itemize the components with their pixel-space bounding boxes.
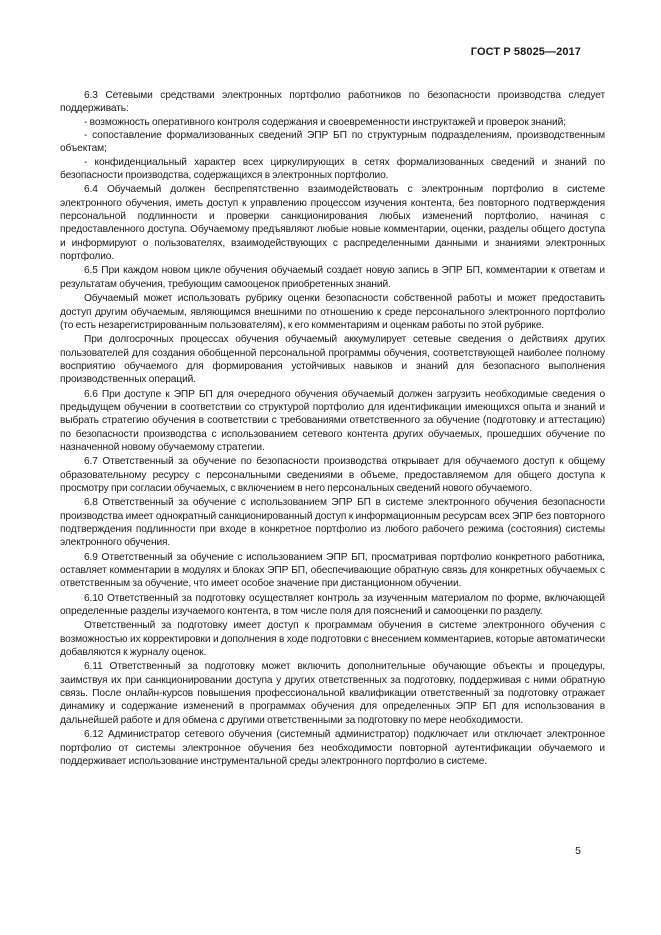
paragraph-6-3: 6.3 Сетевыми средствами электронных портфолио работников по безопасности производства следует поддерживать:	[60, 90, 605, 115]
paragraph: При долгосрочных процессах обучения обучаемый аккумулирует сетевые сведения о действиях других пользователей для создания обобщенной персональной программы обучения, соответствующей наиболее полному восприятию обучаемого для формирования устойчивых навыков и знаний для безопасного выполнения производственных операций.	[60, 334, 605, 386]
paragraph: Ответственный за подготовку имеет доступ к программам обучения в системе электронного обучения с возможностью их корректировки и дополнения в ходе подготовки с внесением комментариев, которые автоматически добавляются к журналу оценок.	[60, 620, 605, 659]
paragraph-6-8: 6.8 Ответственный за обучение с использованием ЭПР БП в системе электронного обучения безопасности производства имеет однократный санкционированный доступ к информационным ресурсам всех ЭПР без повторного подтверждения подлинности при входе в конкретное портфолио из любого рабочего режима (состояния) системы электронного обучения.	[60, 497, 605, 549]
paragraph-6-10: 6.10 Ответственный за подготовку осуществляет контроль за изученным материалом по форме, включающей определенные разделы изучаемого контента, в том числе поля для пояснений и самооценки по разделу.	[60, 592, 605, 618]
paragraph-6-6: 6.6 При доступе к ЭПР БП для очередного обучения обучаемый должен загрузить необходимые сведения о предыдущем обучении в соответствии со структурой портфолио для идентификации имеющихся опыта и знаний и выбрать стратегию обучения в соответствии с требованиями ответственного за обучение (подготовку и аттестацию) по безопасности производства с использованием сетевого контента других обучаемых, прошедших обучение по назначенной новому обучаемому стратегии.	[60, 388, 605, 453]
page-number: 5	[575, 845, 581, 857]
list-item: - возможность оперативного контроля содержания и своевременности инструктажей и проверок знаний;	[84, 116, 566, 128]
paragraph-6-7: 6.7 Ответственный за обучение по безопасности производства открывает для обучаемого доступ к общему образовательному ресурсу с персональными сведениями в объеме, предоставляемом для общего доступа к просмотру при согласии обучаемых, с включением в него персональных сведений нового обучаемого.	[60, 456, 605, 494]
list-item: - сопоставление формализованных сведений ЭПР БП по структурным подразделениям, производственным объектам;	[60, 130, 605, 155]
paragraph-6-9: 6.9 Ответственный за обучение с использованием ЭПР БП, просматривая портфолио конкретного работника, оставляет комментарии в модулях и блоках ЭПР БП, обеспечивающие обратную связь для конкретных обучаемых с ответственным за обучение, что имеет особое значение при дистанционном обучении.	[60, 551, 605, 590]
paragraph-6-11: 6.11 Ответственный за подготовку может включить дополнительные обучающие объекты и процедуры, заимствуя их при санкционировании доступа у других ответственных за подготовку, поддерживая с ними обратную связь. После онлайн-курсов повышения профессиональной квалификации ответственный за подготовку отражает динамику и содержание изменений в программах обучения для определенных ЭПР БП для использования в дальнейшей работе и для обмена с другими ответственными за подготовку по мере необходимости.	[60, 661, 605, 726]
paragraph-6-4: 6.4 Обучаемый должен беспрепятственно взаимодействовать с электронным портфолио в системе электронного обучения, иметь доступ к управлению процессом изучения контента, без повторного подтверждения персональной подлинности и проверки санкционирования любых изменений портфолио, начиная с предоставленного доступа. Обучаемому предъявляют любые новые комментарии, оценки, разделы общего доступа и информируют о пользователях, взаимодействующих с распределенными данными и знаниями электронных портфолио.	[60, 184, 605, 263]
paragraph-6-5: 6.5 При каждом новом цикле обучения обучаемый создает новую запись в ЭПР БП, комментарии к ответам и результатам обучения, требующим самооценок приобретенных знаний.	[60, 265, 605, 290]
paragraph: Обучаемый может использовать рубрику оценки безопасности собственной работы и может предоставить доступ другим обучаемым, являющимся внешними по отношению к среде персонального электронного портфолио (то есть незарегистрированным пользователям), к его комментариям и оценкам работы по этой рубрике.	[60, 293, 605, 331]
paragraph-6-12: 6.12 Администратор сетевого обучения (системный администратор) подключает или отключает электронное портфолио от системы электронное обучения без необходимости повторной аутентификации обучаемого и поддерживает использование инструментальной среды электронного портфолио в системе.	[60, 729, 605, 767]
standard-designation: ГОСТ Р 58025—2017	[470, 46, 581, 58]
list-item: - конфиденциальный характер всех циркулирующих в сетях формализованных сведений и знаний по безопасности производства, содержащихся в электронных портфолио.	[60, 156, 605, 182]
document-body	[60, 89, 605, 768]
